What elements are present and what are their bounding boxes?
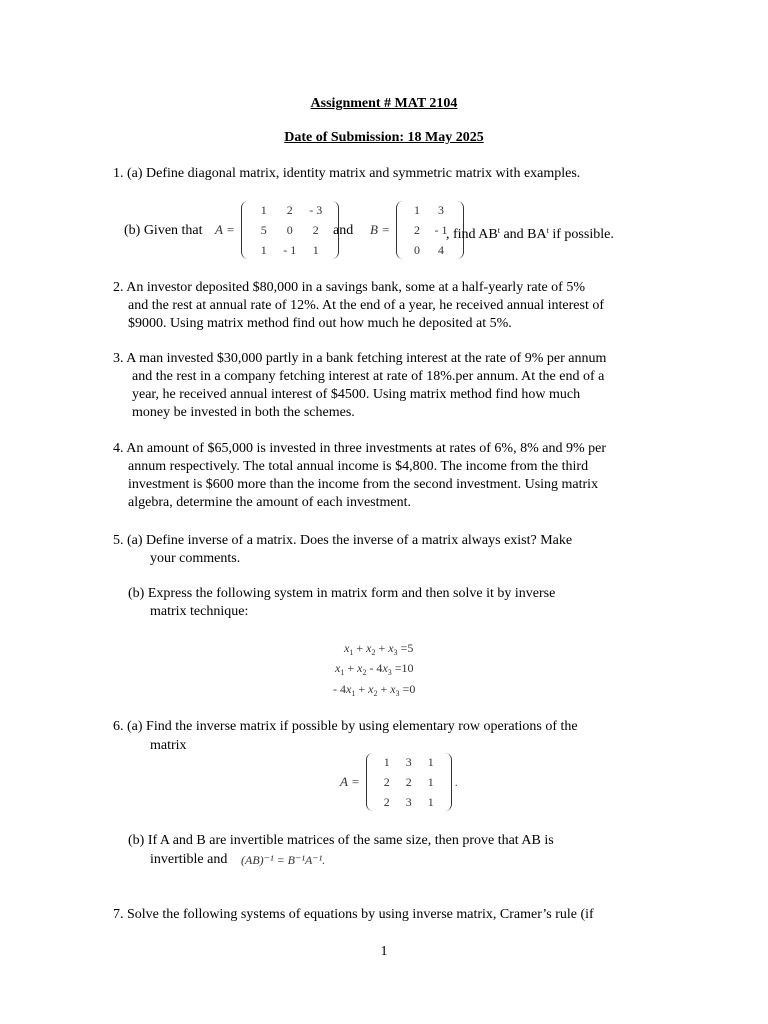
q2-line: 2. An investor deposited $80,000 in a savings bank, some at a half-yearly rate of 5%	[113, 280, 585, 295]
q4-line: 4. An amount of $65,000 is invested in three investments at rates of 6%, 8% and 9% per	[113, 441, 607, 456]
q3-line: and the rest in a company fetching interest at rate of 18%.per annum. At the end of a	[132, 369, 605, 384]
left-paren	[396, 201, 404, 259]
assignment-title: Assignment # MAT 2104	[310, 96, 458, 111]
matrix-cell: - 1	[283, 243, 297, 257]
matrix-cell: 1	[427, 775, 434, 789]
q6-part-b: (b) If A and B are invertible matrices of the same size, then prove that AB is	[128, 833, 554, 848]
matrix-cell: 2	[413, 223, 420, 237]
matrix-cell: 1	[383, 755, 390, 769]
matrix-cell: 2	[383, 775, 390, 789]
matrix-cell: 0	[286, 223, 293, 237]
q2-line: $9000. Using matrix method find out how much he deposited at 5%.	[128, 316, 512, 331]
q3-line: money be invested in both the schemes.	[132, 405, 355, 420]
matrix-cell: 3	[405, 755, 412, 769]
matrix-cell: 1	[413, 203, 420, 217]
matrix-cell: - 1	[434, 223, 448, 237]
matrix-a-label: A =	[340, 774, 360, 789]
matrix-cell: 1	[312, 243, 319, 257]
matrix-period: .	[454, 774, 458, 789]
matrix-a-cells	[249, 201, 331, 259]
matrix-cell: 2	[286, 203, 293, 217]
q1-and: and	[333, 223, 354, 238]
q1-matrix-a	[215, 201, 339, 259]
q1-part-a: 1. (a) Define diagonal matrix, identity matrix and symmetric matrix with examples.	[113, 166, 581, 181]
q7-line: 7. Solve the following systems of equations by using inverse matrix, Cramer’s rule (if	[113, 907, 594, 922]
matrix-cell: 1	[427, 755, 434, 769]
matrix-cell: 3	[405, 795, 412, 809]
right-paren	[444, 753, 452, 811]
q4-line: algebra, determine the amount of each investment.	[128, 495, 412, 510]
matrix-cell: 1	[427, 795, 434, 809]
matrix-cell: 2	[312, 223, 319, 237]
q6-matrix-a	[340, 753, 458, 811]
equation-row: $x_1 + x_2 + x_3 =5$	[344, 641, 414, 657]
matrix-cell: - 3	[309, 203, 323, 217]
matrix-a-label: A =	[215, 222, 235, 237]
q6-part-b: invertible and	[150, 852, 228, 867]
matrix-cell: 5	[260, 223, 267, 237]
q4-line: annum respectively. The total annual income is $4,800. The income from the third	[128, 459, 589, 474]
equation-row: $x_1 + x_2 - 4x_3 =10$	[335, 661, 414, 677]
left-paren	[241, 201, 249, 259]
matrix-cell: 3	[437, 203, 444, 217]
matrix-cell: 2	[383, 795, 390, 809]
q6-formula: (AB)⁻¹ = B⁻¹A⁻¹.	[241, 853, 326, 867]
left-paren	[366, 753, 374, 811]
q4-line: investment is $600 more than the income from the second investment. Using matrix	[128, 477, 599, 492]
q5-part-a: your comments.	[150, 551, 241, 566]
equation-row: - $4x_1 + x_2 + x_3 =0$	[333, 682, 416, 698]
q3-line: year, he received annual interest of $4500. Using matrix method find how much	[132, 387, 581, 402]
matrix-b-label: B =	[370, 222, 390, 237]
q6-part-a: matrix	[150, 738, 187, 753]
q2-line: and the rest at annual rate of 12%. At the end of a year, he received annual interest of	[128, 298, 605, 313]
q5-part-b: (b) Express the following system in matrix form and then solve it by inverse	[128, 586, 556, 601]
matrix-cell: 1	[260, 203, 267, 217]
q5-part-b: matrix technique:	[150, 604, 249, 619]
q5-part-a: 5. (a) Define inverse of a matrix. Does the inverse of a matrix always exist? Make	[113, 533, 573, 548]
page-number: 1	[380, 944, 388, 959]
q1-part-b-suffix: , find $AB^t$ and $BA^t$ if possible.	[446, 226, 614, 242]
matrix-cell: 4	[437, 243, 444, 257]
matrix-cell: 0	[413, 243, 420, 257]
matrix-cell: 1	[260, 243, 267, 257]
matrix-a-cells	[374, 753, 444, 811]
q6-part-a: 6. (a) Find the inverse matrix if possible by using elementary row operations of the	[113, 719, 578, 734]
q3-line: 3. A man invested $30,000 partly in a bank fetching interest at the rate of 9% per annum	[113, 351, 607, 366]
submission-date: Date of Submission: 18 May 2025	[284, 130, 484, 145]
q1-part-b-prefix: (b) Given that	[124, 223, 203, 238]
matrix-cell: 2	[405, 775, 412, 789]
